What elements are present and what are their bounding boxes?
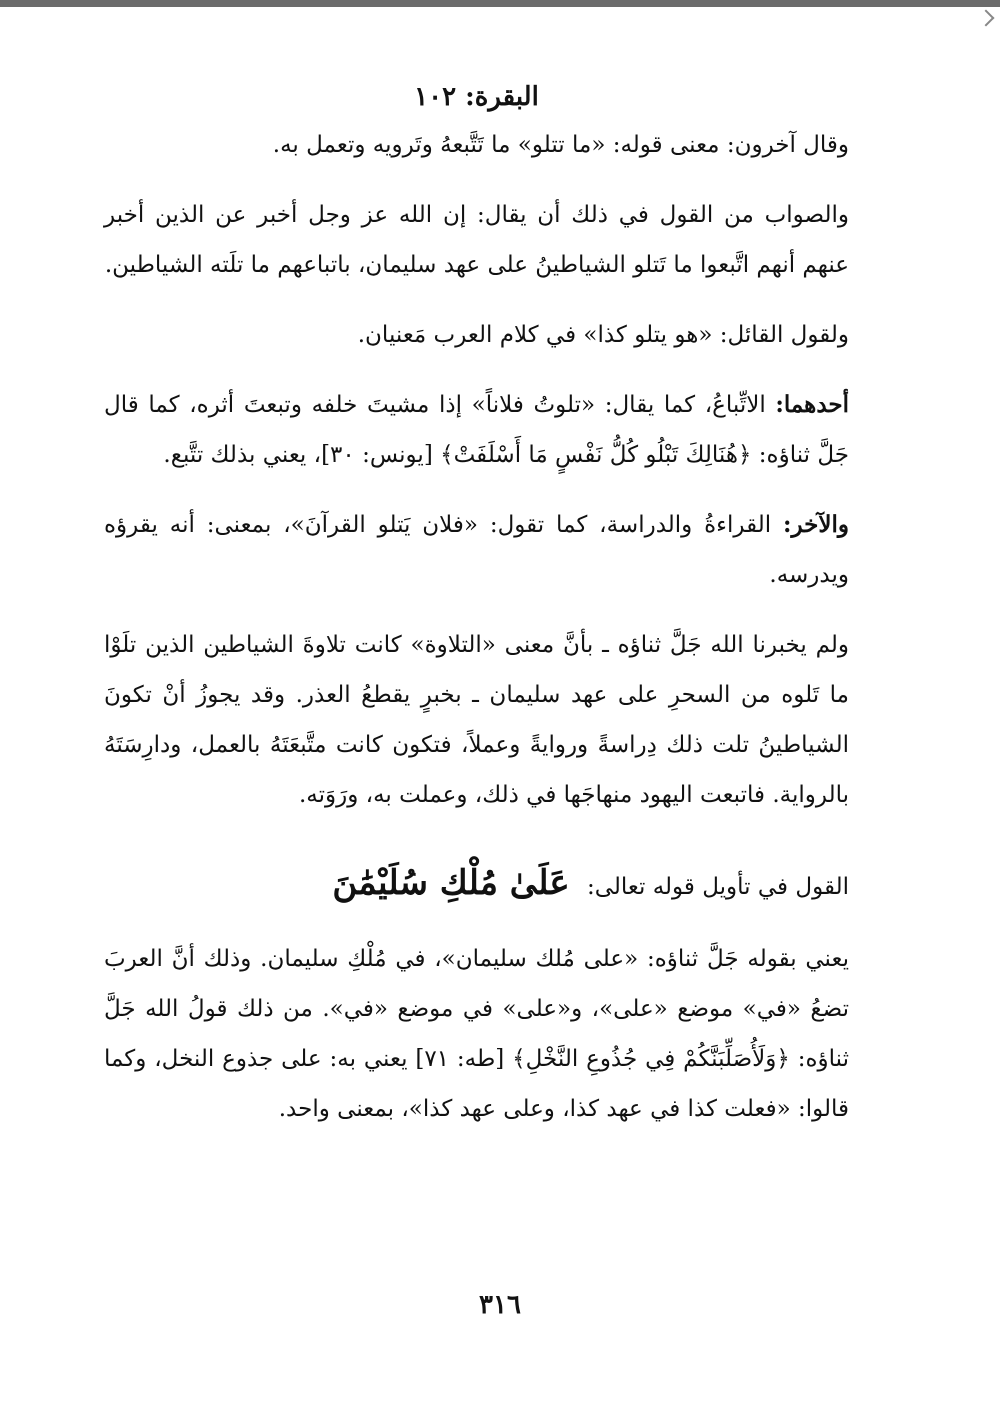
page-content [104, 80, 849, 1154]
section-paragraph-1 [104, 934, 849, 1134]
paragraph-2 [104, 190, 849, 290]
paragraph-6 [104, 620, 849, 820]
page-number: ٣١٦ [479, 1290, 521, 1320]
surah-header: البقرة: ١٠٢ [414, 82, 539, 112]
chevron-icon[interactable] [978, 10, 995, 27]
paragraph-text: الاتِّباعُ، كما يقال: «تلوتُ فلاناً» إذا مشيتَ خلفه وتبعتَ أثره، كما قال جَلَّ ثناؤه: ﴿هُنَالِكَ تَبْلُو كُلُّ نَفْسٍ مَا أَسْلَفَتْ﴾ [يونس: ٣٠]، يعني بذلك تتَّبع. [104, 392, 849, 468]
section-title: القول في تأويل قوله تعالى: [586, 874, 849, 900]
paragraph-text: ولم يخبرنا الله جَلَّ ثناؤه ـ بأنَّ معنى «التلاوة» كانت تلاوةَ الشياطين الذين تلَوْا ما تَلوه من السحرِ على عهد سليمان ـ بخبرٍ يقطعُ العذر. وقد يجوزُ أنْ تكونَ الشياطينُ تلت ذلك دِراسةً وروايةً وعملاً، فتكون كانت متَّبعَتَهُ بالعمل، ودارِسَتَهُ بالرواية. فاتبعت اليهود منهاجَها في ذلك، وعملت به، ورَوَته. [104, 632, 849, 808]
paragraph-4 [104, 380, 849, 480]
window-top-bar [0, 0, 1000, 7]
quran-phrase: عَلَىٰ مُلْكِ سُلَيْمَٰنَ [332, 863, 570, 903]
paragraph-5 [104, 500, 849, 600]
paragraph-lead: أحدهما: [775, 391, 849, 418]
paragraph-text: وقال آخرون: معنى قوله: «ما تتلو» ما تَتَّبعهُ وتَرويه وتعمل به. [272, 132, 849, 158]
paragraph-3 [104, 310, 849, 360]
paragraph-lead: والآخر: [782, 511, 849, 538]
paragraph-text: القراءةُ والدراسة، كما تقول: «فلان يَتلو القرآنَ»، بمعنى: أنه يقرؤه ويدرسه. [104, 512, 849, 588]
paragraph-text: والصواب من القول في ذلك أن يقال: إن الله عز وجل أخبر عن الذين أخبر عنهم أنهم اتَّبعوا ما تَتلو الشياطينُ على عهد سليمان، باتباعهم ما تلَته الشياطين. [104, 202, 849, 278]
paragraph-1 [104, 120, 849, 170]
paragraph-text: ولقول القائل: «هو يتلو كذا» في كلام العرب مَعنيان. [357, 322, 849, 348]
paragraph-text: يعني بقوله جَلَّ ثناؤه: «على مُلك سليمان»، في مُلْكِ سليمان. وذلك أنَّ العربَ تضعُ «في» موضع «على»، و«على» في موضع «في». من ذلك قولُ الله جَلَّ ثناؤه: ﴿وَلَأُصَلِّبَنَّكُمْ فِي جُذُوعِ النَّخْلِ﴾ [طه: ٧١] يعني به: على جذوع النخل، وكما قالوا: «فعلت كذا في عهد كذا، وعلى عهد كذا»، بمعنى واحد. [104, 946, 849, 1122]
section-heading [104, 858, 849, 912]
